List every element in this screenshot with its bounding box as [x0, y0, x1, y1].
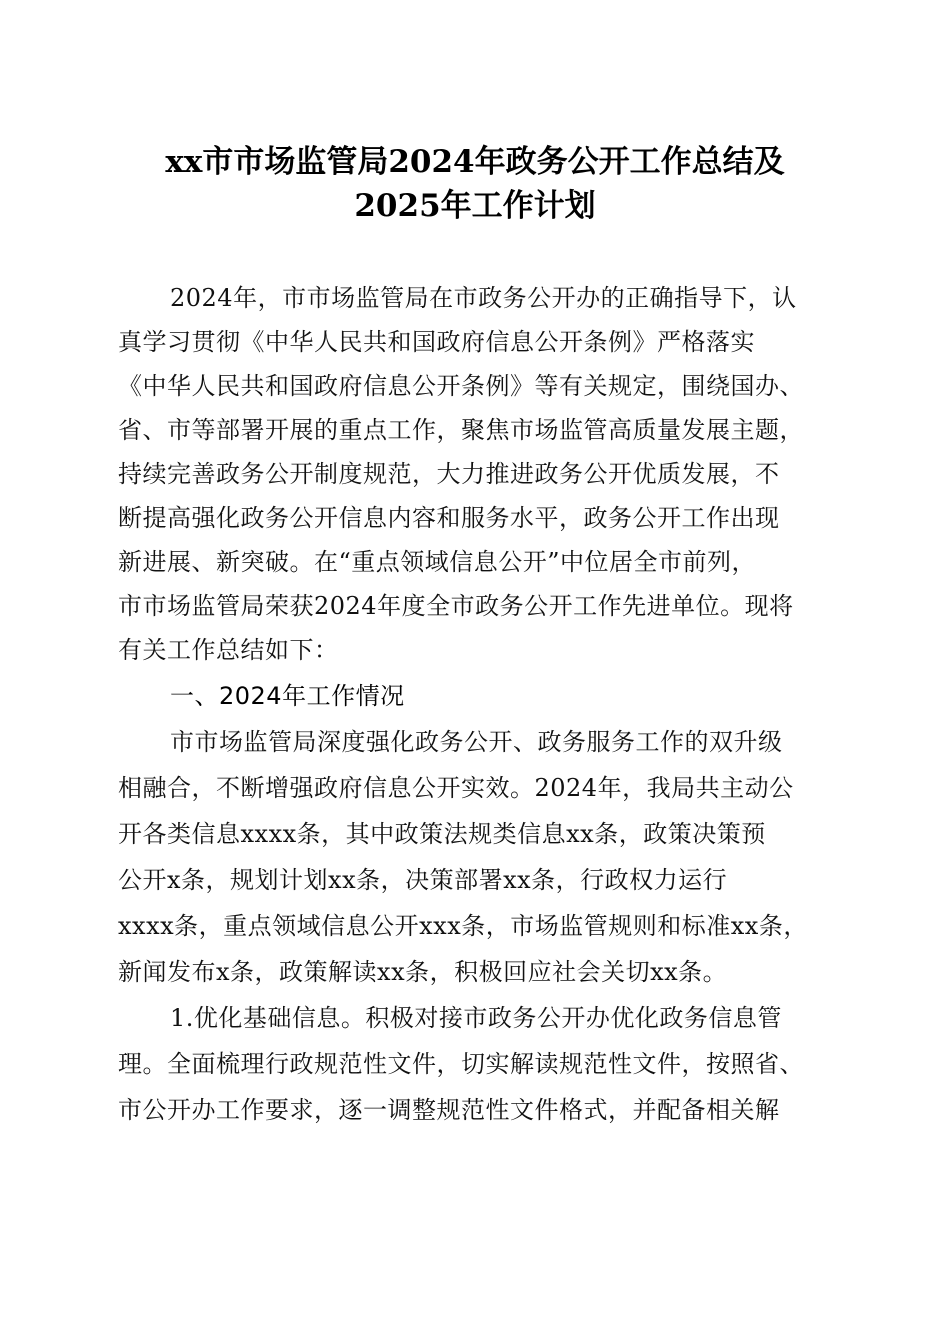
- paragraph-3-line-3: 市公开办工作要求，逐一调整规范性文件格式，并配备相关解: [118, 1096, 780, 1124]
- paragraph-1-line-1: 2024年，市市场监管局在市政务公开办的正确指导下，认: [170, 284, 797, 312]
- paragraph-1-line-5: 持续完善政务公开制度规范，大力推进政务公开优质发展，不: [118, 460, 780, 488]
- paragraph-2-line-1: 市市场监管局深度强化政务公开、政务服务工作的双升级: [170, 728, 783, 756]
- paragraph-1-line-7: 新进展、新突破。在“重点领域信息公开”中位居全市前列，: [118, 548, 757, 576]
- section-heading-1: 一、2024年工作情况: [170, 682, 405, 710]
- paragraph-2-line-4: 公开x条，规划计划xx条，决策部署xx条，行政权力运行: [118, 866, 728, 894]
- paragraph-3-line-2: 理。全面梳理行政规范性文件，切实解读规范性文件，按照省、: [118, 1050, 804, 1078]
- document-title-line-2: 2025年工作计划: [354, 188, 596, 224]
- document-title-line-1: xx市市场监管局2024年政务公开工作总结及: [165, 144, 785, 180]
- paragraph-1-line-2: 真学习贯彻《中华人民共和国政府信息公开条例》严格落实: [118, 328, 755, 356]
- paragraph-1-line-6: 断提高强化政务公开信息内容和服务水平，政务公开工作出现: [118, 504, 780, 532]
- paragraph-2-line-5: xxxx条，重点领域信息公开xxx条，市场监管规则和标准xx条，: [118, 912, 808, 940]
- paragraph-2-line-2: 相融合，不断增强政府信息公开实效。2024年，我局共主动公: [118, 774, 794, 802]
- paragraph-1-line-3: 《中华人民共和国政府信息公开条例》等有关规定，围绕国办、: [118, 372, 804, 400]
- paragraph-3-line-1: 1.优化基础信息。积极对接市政务公开办优化政务信息管: [170, 1004, 782, 1032]
- paragraph-2-line-6: 新闻发布x条，政策解读xx条，积极回应社会关切xx条。: [118, 958, 728, 986]
- paragraph-2-line-3: 开各类信息xxxx条，其中政策法规类信息xx条，政策决策预: [118, 820, 766, 848]
- paragraph-1-line-4: 省、市等部署开展的重点工作，聚焦市场监管高质量发展主题，: [118, 416, 804, 444]
- paragraph-1-line-8: 市市场监管局荣获2024年度全市政务公开工作先进单位。现将: [118, 592, 794, 620]
- paragraph-1-line-9: 有关工作总结如下：: [118, 636, 339, 664]
